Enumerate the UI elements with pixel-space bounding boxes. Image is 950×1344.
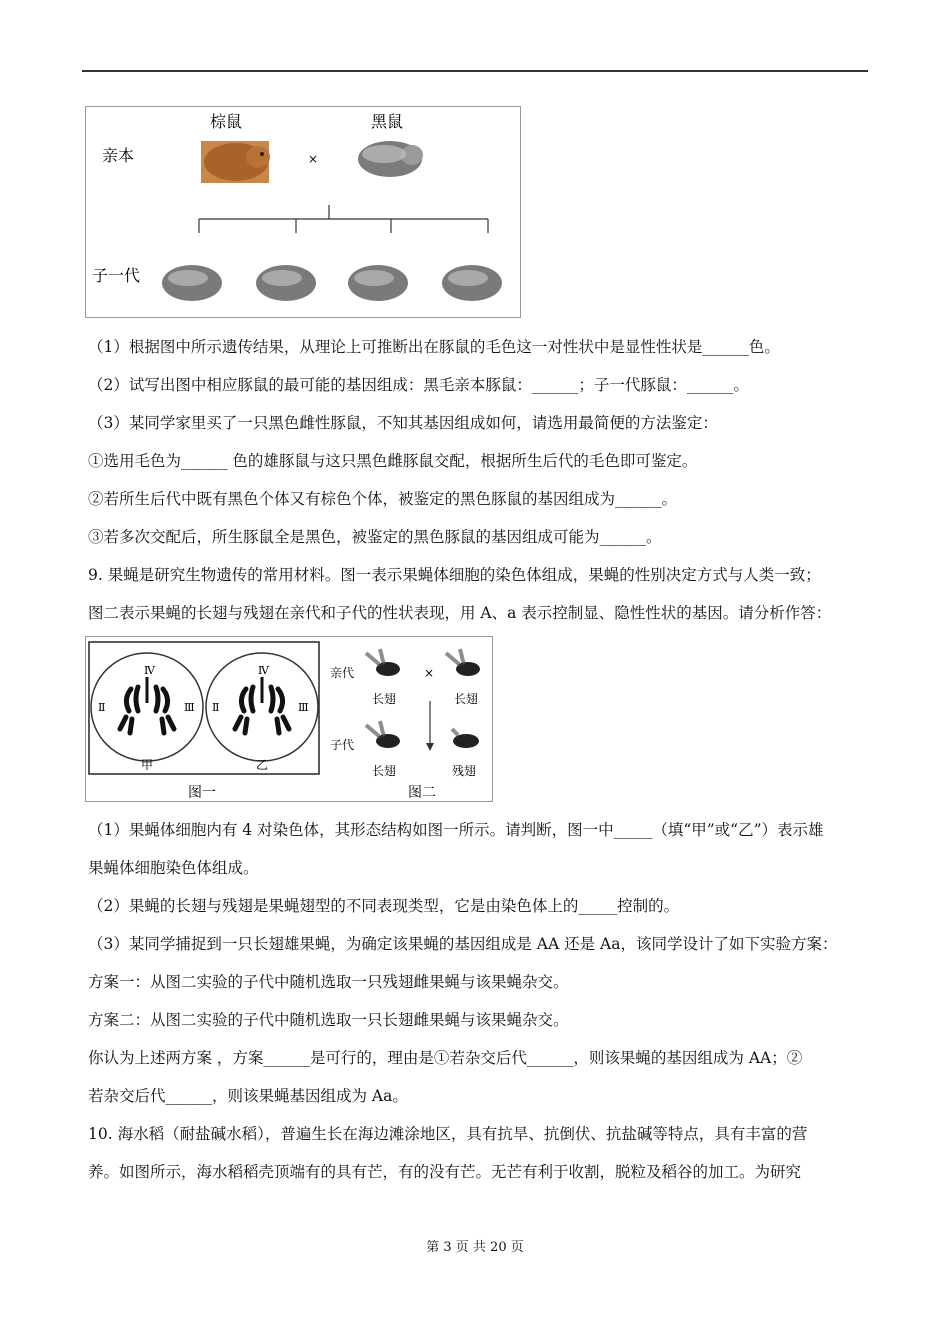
cell-yi bbox=[206, 653, 318, 761]
q9-answer-line-1: 你认为上述两方案 ，方案______是可行的，理由是①若杂交后代______，则该果蝇的基因组成为 AA；② bbox=[88, 1049, 803, 1067]
parent-fly-1-label: 长翅 bbox=[372, 692, 397, 706]
guinea-pig-cross-figure bbox=[85, 106, 521, 318]
header-rule bbox=[82, 70, 868, 72]
parent-fly-2 bbox=[446, 649, 480, 676]
parent-fly-2-label: 长翅 bbox=[454, 692, 479, 706]
roman-iii-jia: Ⅲ bbox=[184, 701, 195, 714]
roman-iii-yi: Ⅲ bbox=[298, 701, 309, 714]
fig-two-caption: 图二 bbox=[408, 785, 436, 801]
fruit-fly-diagram bbox=[86, 637, 492, 801]
roman-ii-jia: Ⅱ bbox=[98, 701, 106, 714]
q8-line-6: ③若多次交配后，所生豚鼠全是黑色，被鉴定的黑色豚鼠的基因组成可能为______。 bbox=[88, 528, 662, 546]
guinea-pig-cross-diagram bbox=[86, 107, 520, 317]
q8-line-4: ①选用毛色为______ 色的雄豚鼠与这只黑色雌豚鼠交配，根据所生后代的毛色即可鉴定。 bbox=[88, 452, 698, 470]
brown-guinea-pig-label: 棕鼠 bbox=[210, 112, 243, 131]
fig-one-caption: 图一 bbox=[188, 785, 216, 801]
child-fly-2-label: 残翅 bbox=[452, 764, 477, 778]
page-footer: 第 3 页 共 20 页 bbox=[426, 1240, 524, 1255]
offspring-guinea-pig-2 bbox=[256, 265, 316, 301]
child-fly-vestigial-wing bbox=[452, 729, 479, 748]
offspring-label: 子一代 bbox=[92, 266, 141, 285]
child-generation-label: 子代 bbox=[330, 738, 355, 752]
q9-line-1a: （1）果蝇体细胞内有 4 对染色体，其形态结构如图一所示。请判断，图一中_____（填“甲”或“乙”）表示雄 bbox=[88, 821, 824, 839]
q9-plan-one: 方案一：从图二实验的子代中随机选取一只残翅雌果蝇与该果蝇杂交。 bbox=[88, 973, 569, 991]
parent-label: 亲本 bbox=[102, 146, 135, 165]
q8-line-3: （3）某同学家里买了一只黑色雌性豚鼠，不知其基因组成如何，请选用最简便的方法鉴定： bbox=[88, 414, 718, 432]
cell-jia-label: 甲 bbox=[141, 758, 154, 772]
fruit-fly-figure bbox=[85, 636, 493, 802]
offspring-guinea-pig-1 bbox=[162, 265, 222, 301]
q8-line-1: （1）根据图中所示遗传结果，从理论上可推断出在豚鼠的毛色这一对性状中是显性性状是______色。 bbox=[88, 338, 780, 356]
q10-line-2: 养。如图所示，海水稻稻壳顶端有的具有芒，有的没有芒。无芒有利于收割，脱粒及稻谷的加工。为研究 bbox=[88, 1163, 802, 1181]
roman-iv-yi: Ⅳ bbox=[258, 664, 269, 677]
child-fly-1-label: 长翅 bbox=[372, 764, 397, 778]
parent-fly-1 bbox=[366, 649, 400, 676]
q9-intro-line-2: 图二表示果蝇的长翅与残翅在亲代和子代的性状表现，用 A、a 表示控制显、隐性性状的基因。请分析作答： bbox=[88, 604, 832, 622]
q8-line-5: ②若所生后代中既有黑色个体又有棕色个体，被鉴定的黑色豚鼠的基因组成为______。 bbox=[88, 490, 678, 508]
q9-line-1b: 果蝇体细胞染色体组成。 bbox=[88, 859, 259, 877]
q9-plan-two: 方案二：从图二实验的子代中随机选取一只长翅雌果蝇与该果蝇杂交。 bbox=[88, 1011, 569, 1029]
parent-generation-label: 亲代 bbox=[330, 666, 355, 680]
cell-yi-label: 乙 bbox=[256, 758, 269, 772]
q9-intro-line-1: 9. 果蝇是研究生物遗传的常用材料。图一表示果蝇体细胞的染色体组成，果蝇的性别决定方式与人类一致； bbox=[88, 566, 821, 584]
roman-ii-yi: Ⅱ bbox=[212, 701, 220, 714]
fly-cross-symbol: × bbox=[424, 666, 435, 680]
offspring-branch-lines bbox=[199, 205, 488, 233]
offspring-guinea-pig-4 bbox=[442, 265, 502, 301]
roman-iv-jia: Ⅳ bbox=[144, 664, 155, 677]
child-fly-long-wing bbox=[366, 721, 400, 748]
q9-line-3: （3）某同学捕捉到一只长翅雄果蝇，为确定该果蝇的基因组成是 AA 还是 Aa，该同学设计了如下实验方案： bbox=[88, 935, 838, 953]
down-arrow bbox=[426, 701, 434, 751]
cross-symbol: × bbox=[308, 152, 319, 166]
offspring-guinea-pig-3 bbox=[348, 265, 408, 301]
q10-line-1: 10. 海水稻（耐盐碱水稻），普遍生长在海边滩涂地区，具有抗旱、抗倒伏、抗盐碱等特点，具有丰富的营 bbox=[88, 1125, 808, 1143]
q9-answer-line-2: 若杂交后代______，则该果蝇基因组成为 Aa。 bbox=[88, 1087, 408, 1105]
cell-jia bbox=[91, 653, 203, 761]
black-guinea-pig-image bbox=[358, 141, 423, 177]
q8-line-2: （2）试写出图中相应豚鼠的最可能的基因组成：黑毛亲本豚鼠：______；子一代豚鼠：______。 bbox=[88, 376, 749, 394]
brown-guinea-pig-image bbox=[201, 141, 270, 183]
black-guinea-pig-label: 黑鼠 bbox=[371, 112, 404, 131]
q9-line-2: （2）果蝇的长翅与残翅是果蝇翅型的不同表现类型，它是由染色体上的_____控制的。 bbox=[88, 897, 680, 915]
